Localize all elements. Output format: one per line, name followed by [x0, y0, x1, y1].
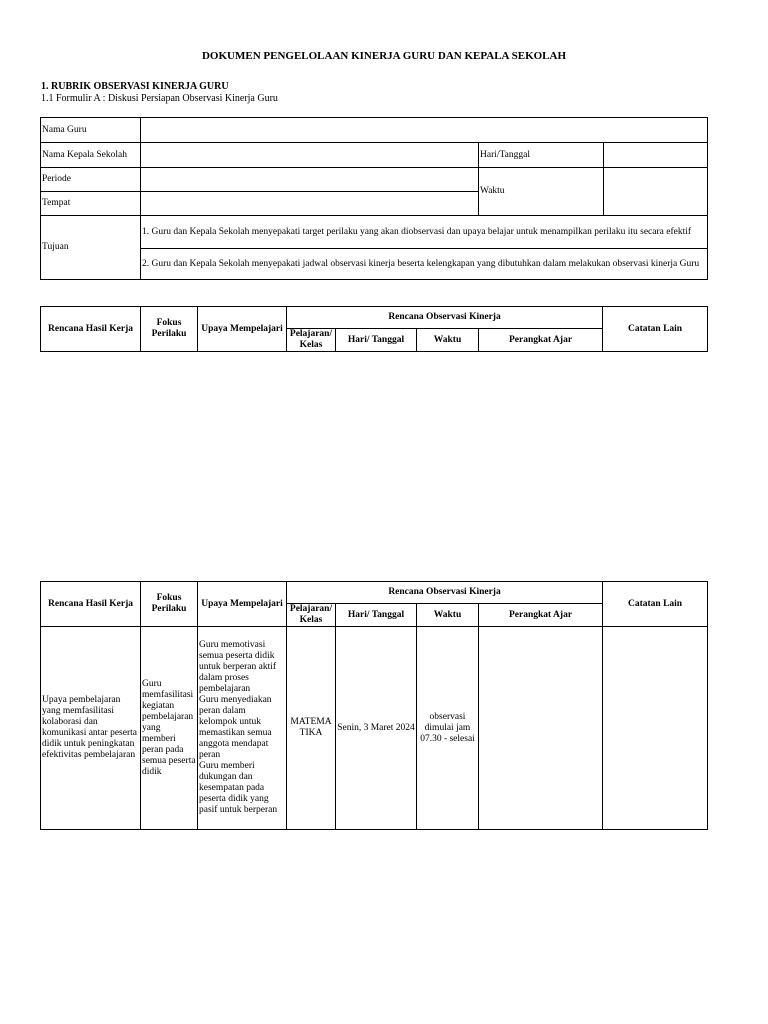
header-perangkat-ajar: Perangkat Ajar — [479, 604, 603, 627]
plan-header-table — [40, 306, 708, 352]
plan-table — [40, 581, 708, 830]
value-tempat[interactable] — [141, 192, 479, 216]
tujuan-item-1: 1. Guru dan Kepala Sekolah menyepakati target perilaku yang akan diobservasi dan upaya belajar untuk menampilkan perilaku itu secara efektif — [141, 216, 708, 249]
label-tujuan: Tujuan — [41, 216, 141, 280]
label-nama-guru: Nama Guru — [41, 118, 141, 143]
info-table — [40, 117, 708, 280]
cell-waktu: observasi dimulai jam 07.30 - selesai — [417, 627, 479, 830]
value-waktu[interactable] — [604, 168, 708, 216]
label-periode: Periode — [41, 168, 141, 192]
cell-hari-tanggal: Senin, 3 Maret 2024 — [336, 627, 417, 830]
cell-perangkat-ajar[interactable] — [479, 627, 603, 830]
header-perangkat-ajar: Perangkat Ajar — [479, 329, 603, 352]
section-subtitle: 1.1 Formulir A : Diskusi Persiapan Observasi Kinerja Guru — [41, 93, 278, 104]
tujuan-item-2: 2. Guru dan Kepala Sekolah menyepakati jadwal observasi kinerja beserta kelengkapan yang dibutuhkan dalam melakukan observasi kinerja Guru — [141, 249, 708, 280]
header-catatan-lain: Catatan Lain — [603, 582, 708, 627]
label-waktu: Waktu — [479, 168, 604, 216]
label-hari-tanggal: Hari/Tanggal — [479, 143, 604, 168]
value-nama-guru[interactable] — [141, 118, 708, 143]
header-rencana-observasi: Rencana Observasi Kinerja — [287, 582, 603, 604]
header-rencana-hasil-kerja: Rencana Hasil Kerja — [41, 307, 141, 352]
header-catatan-lain: Catatan Lain — [603, 307, 708, 352]
label-tempat: Tempat — [41, 192, 141, 216]
header-upaya-mempelajari: Upaya Mempelajari — [198, 582, 287, 627]
table-row — [41, 627, 708, 830]
upaya-item-3: Guru memberi dukungan dan kesempatan pada peserta didik yang pasif untuk berperan — [199, 761, 278, 815]
header-pelajaran-kelas: Pelajaran/ Kelas — [287, 329, 336, 352]
upaya-item-1: Guru memotivasi semua peserta didik untuk berperan aktif dalam proses pembelajaran — [199, 640, 277, 694]
value-hari-tanggal[interactable] — [604, 143, 708, 168]
header-waktu: Waktu — [417, 604, 479, 627]
upaya-item-2: Guru menyediakan peran dalam kelompok untuk memastikan semua anggota mendapat peran — [199, 695, 272, 760]
header-waktu: Waktu — [417, 329, 479, 352]
header-rencana-hasil-kerja: Rencana Hasil Kerja — [41, 582, 141, 627]
header-pelajaran-kelas: Pelajaran/ Kelas — [287, 604, 336, 627]
cell-fokus-perilaku: Guru memfasilitasi kegiatan pembelajaran yang memberi peran pada semua peserta didik — [141, 627, 198, 830]
header-hari-tanggal: Hari/ Tanggal — [336, 604, 417, 627]
header-hari-tanggal: Hari/ Tanggal — [336, 329, 417, 352]
label-nama-kepala: Nama Kepala Sekolah — [41, 143, 141, 168]
header-rencana-observasi: Rencana Observasi Kinerja — [287, 307, 603, 329]
value-nama-kepala[interactable] — [141, 143, 479, 168]
cell-pelajaran: MATEMA TIKA — [287, 627, 336, 830]
cell-upaya-mempelajari — [198, 627, 287, 830]
cell-rencana-hasil-kerja: Upaya pembelajaran yang memfasilitasi kolaborasi dan komunikasi antar peserta didik untuk peningkatan efektivitas pembelajaran — [41, 627, 141, 830]
header-fokus-perilaku: Fokus Perilaku — [141, 307, 198, 352]
cell-catatan-lain[interactable] — [603, 627, 708, 830]
header-upaya-mempelajari: Upaya Mempelajari — [198, 307, 287, 352]
document-title: DOKUMEN PENGELOLAAN KINERJA GURU DAN KEPALA SEKOLAH — [201, 50, 567, 62]
section-title: 1. RUBRIK OBSERVASI KINERJA GURU — [41, 81, 229, 92]
value-periode[interactable] — [141, 168, 479, 192]
header-fokus-perilaku: Fokus Perilaku — [141, 582, 198, 627]
